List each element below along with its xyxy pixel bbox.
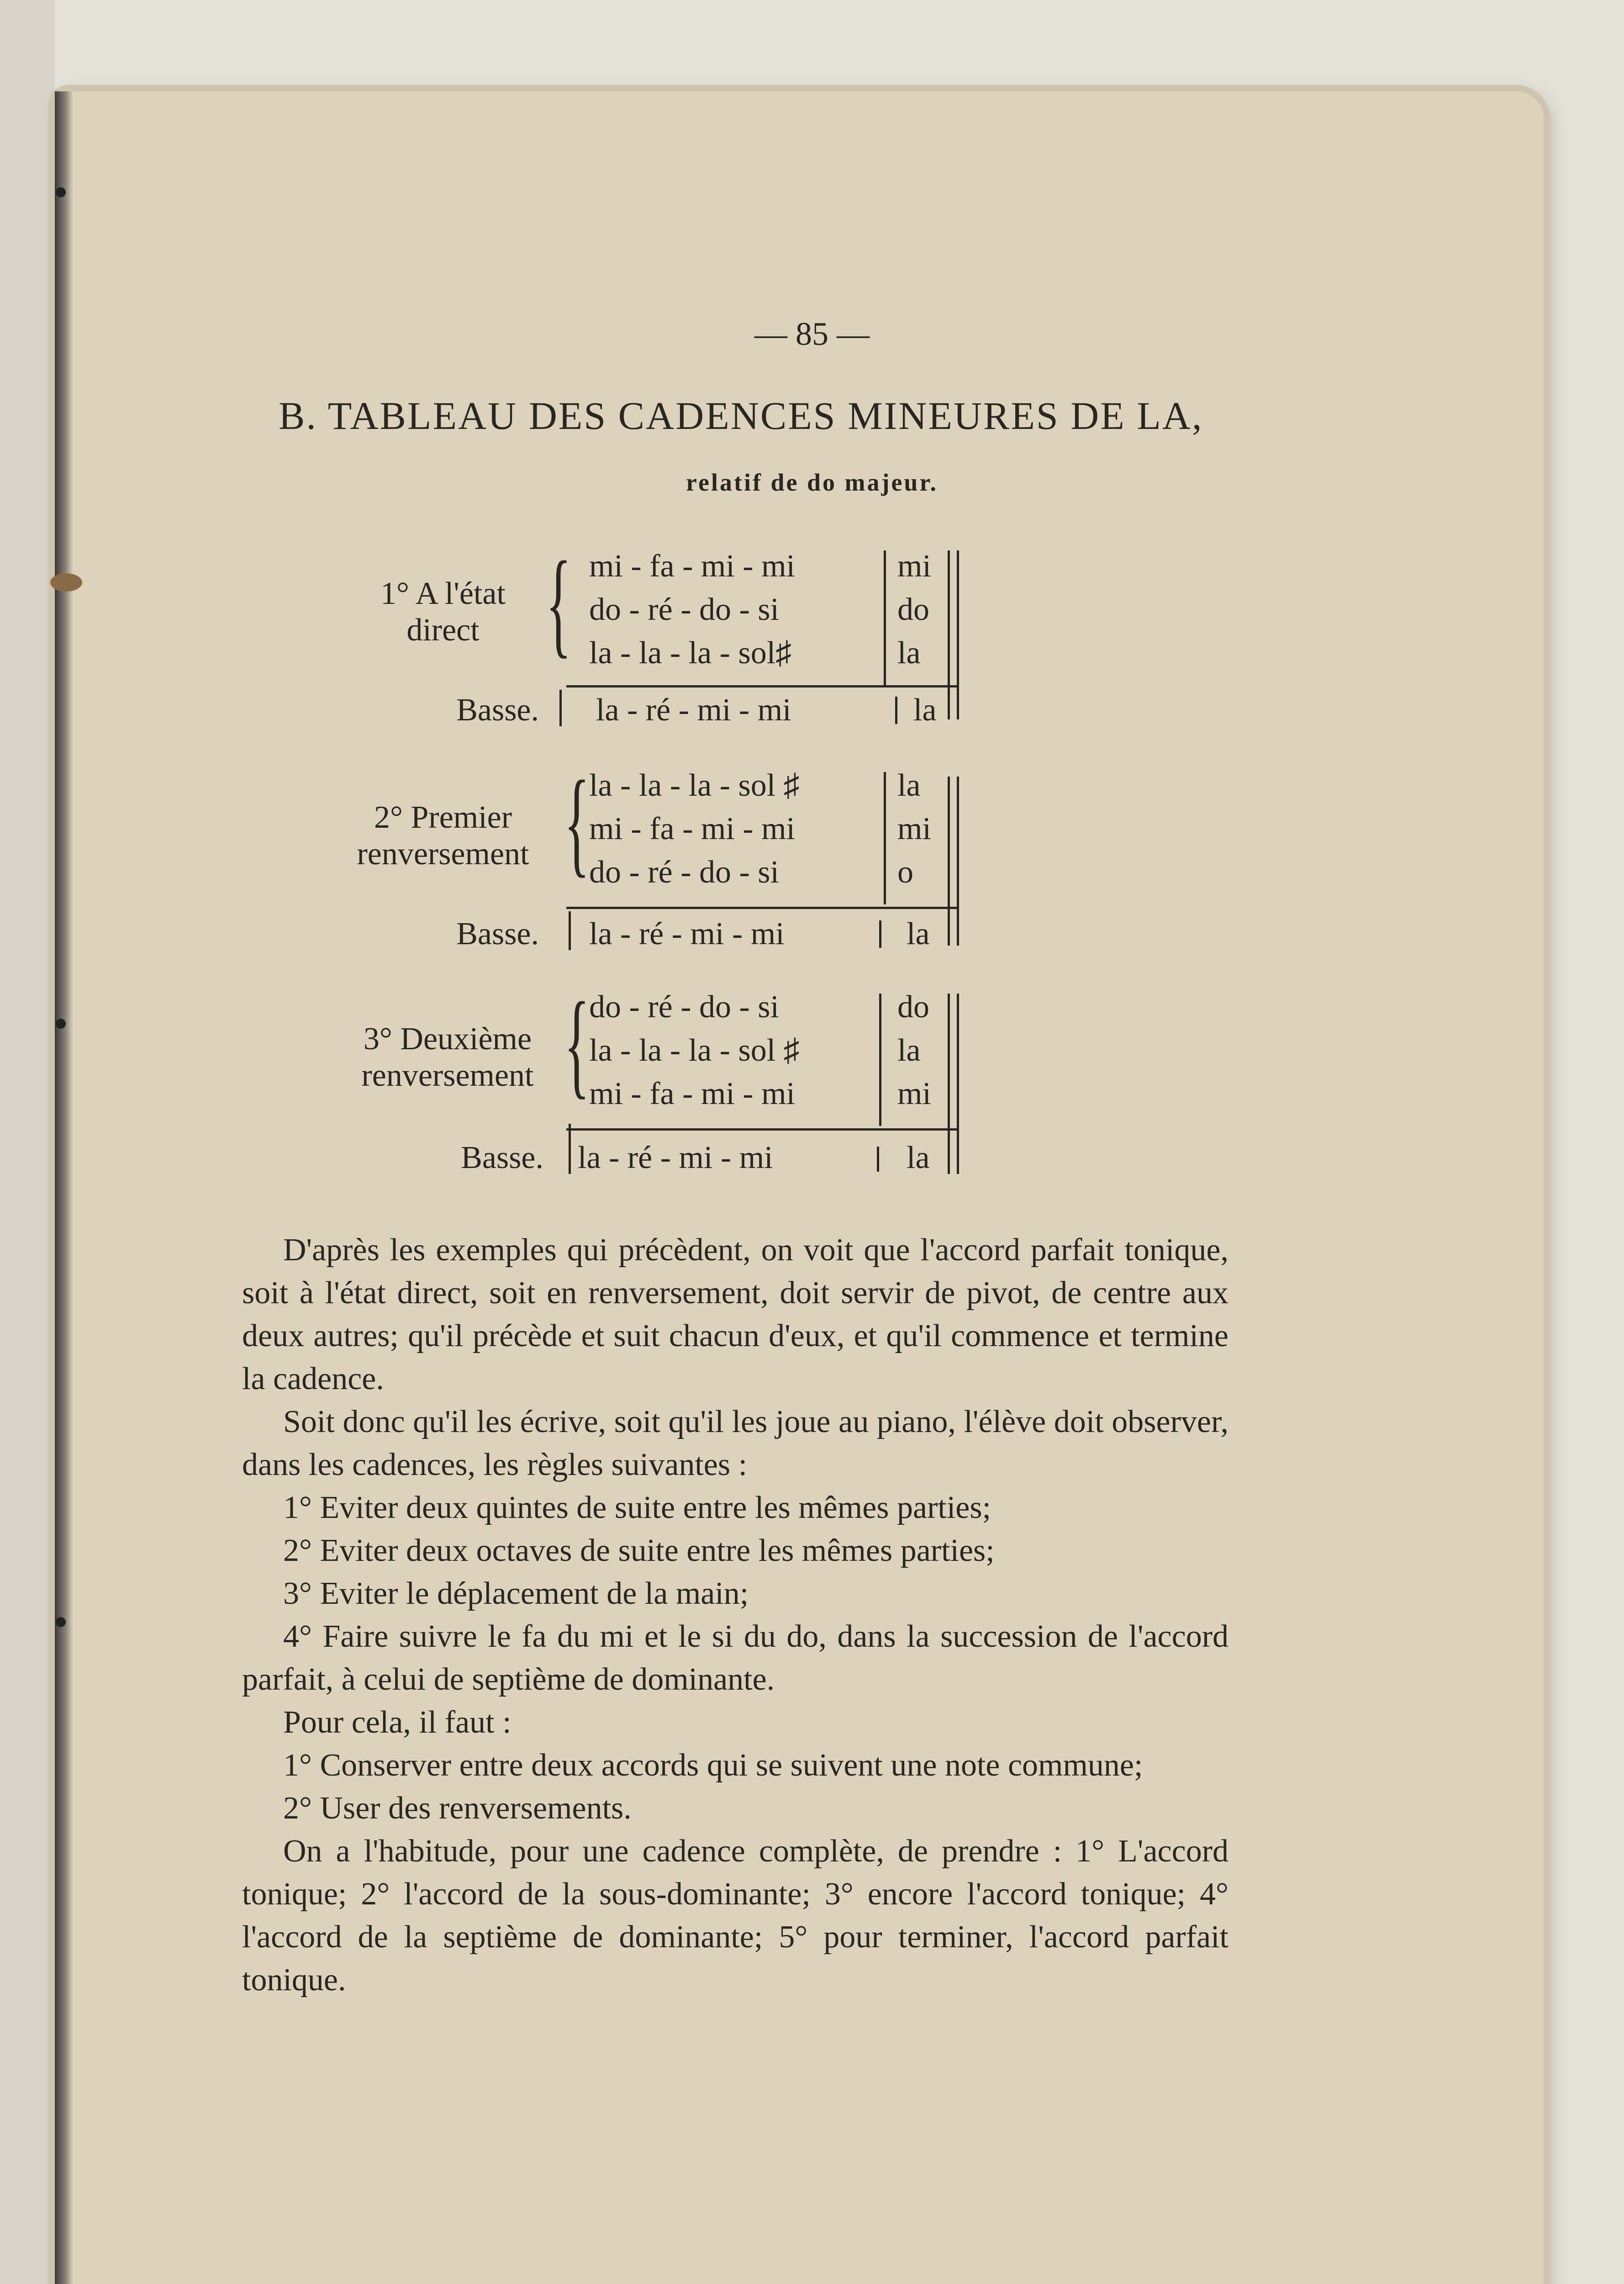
basse-label: Basse. xyxy=(461,1140,543,1175)
double-bar-line xyxy=(948,550,950,719)
staff-rule xyxy=(566,685,959,687)
bar-line xyxy=(569,911,571,950)
final-chord-note: do xyxy=(897,592,929,627)
brace: { xyxy=(564,756,590,888)
bar-line xyxy=(879,994,881,1126)
voice-row: la - la - la - sol ♯ xyxy=(589,768,800,803)
voice-row: mi - fa - mi - mi xyxy=(589,811,796,846)
page-number: — 85 — xyxy=(754,316,870,352)
page-stain xyxy=(50,573,82,592)
binding-hole xyxy=(56,1019,66,1029)
paragraph: D'après les exemples qui précèdent, on voit que l'accord parfait tonique, soit à l'état direct, soit en renversement, doit servir de pivot, de centre aux deux autres; qu'il précède et suit chacun d'eux, et qu'il commence et termine la cadence. xyxy=(242,1232,1229,1396)
binding-hole xyxy=(56,1617,66,1627)
bar-line xyxy=(884,772,886,904)
bass-final-note: la xyxy=(907,1140,930,1175)
body-text xyxy=(242,1229,1229,2002)
voice-row: do - ré - do - si xyxy=(589,989,780,1025)
rule-item: 2° Eviter deux octaves de suite entre les mêmes parties; xyxy=(283,1533,995,1568)
bar-line xyxy=(895,697,897,724)
rule-item: 4° Faire suivre le fa du mi et le si du do, dans la succession de l'accord parfait, à celui de septième de dominante. xyxy=(242,1619,1229,1697)
bass-final-note: la xyxy=(907,916,930,952)
double-bar-line xyxy=(957,994,959,1174)
rule-item: 1° Conserver entre deux accords qui se suivent une note commune; xyxy=(283,1748,1143,1783)
final-chord-note: mi xyxy=(897,549,931,584)
final-chord-note: la xyxy=(897,1033,921,1068)
final-chord-note: o xyxy=(897,855,913,890)
rule-item: 3° Eviter le déplacement de la main; xyxy=(283,1576,749,1611)
voice-row: la - la - la - sol ♯ xyxy=(589,1033,800,1068)
final-chord-note: do xyxy=(897,989,929,1025)
double-bar-line xyxy=(957,777,959,946)
double-bar-line xyxy=(948,777,950,946)
voice-row: do - ré - do - si xyxy=(589,592,780,627)
final-chord-note: mi xyxy=(897,1076,931,1111)
page-gutter xyxy=(55,91,73,2284)
rule-item: 1° Eviter deux quintes de suite entre les mêmes parties; xyxy=(283,1490,991,1525)
section-label: 1° A l'état direct xyxy=(380,576,506,648)
double-bar-line xyxy=(957,550,959,719)
bass-final-note: la xyxy=(913,693,937,728)
basse-label: Basse. xyxy=(456,916,539,952)
page-title: B. TABLEAU DES CADENCES MINEURES DE LA, xyxy=(279,394,1203,438)
bass-row: la - ré - mi - mi xyxy=(596,693,791,728)
voice-row: do - ré - do - si xyxy=(589,855,780,890)
bar-line xyxy=(884,550,886,687)
bar-line xyxy=(879,920,881,948)
section-label: 3° Deuxième renversement xyxy=(361,1021,534,1093)
final-chord-note: mi xyxy=(897,811,931,846)
bass-row: la - ré - mi - mi xyxy=(589,916,785,952)
page-subtitle: relatif de do majeur. xyxy=(686,469,938,496)
paragraph: Soit donc qu'il les écrive, soit qu'il les joue au piano, l'élève doit observer, dans les cadences, les règles suivantes : xyxy=(242,1404,1229,1482)
paragraph: On a l'habitude, pour une cadence complète, de prendre : 1° L'accord tonique; 2° l'accord de la sous-dominante; 3° encore l'accord tonique; 4° l'accord de la septième de dominante; 5° pour terminer, l'accord parfait tonique. xyxy=(242,1834,1229,1998)
rule-item: 2° User des renversements. xyxy=(283,1791,632,1826)
brace: { xyxy=(546,537,572,669)
bar-line xyxy=(559,690,562,726)
section-label: 2° Premier renversement xyxy=(357,800,529,872)
basse-label: Basse. xyxy=(456,693,539,728)
bar-line xyxy=(877,1147,879,1172)
final-chord-note: la xyxy=(897,768,921,803)
double-bar-line xyxy=(948,994,950,1174)
bass-row: la - ré - mi - mi xyxy=(578,1140,773,1175)
binding-hole xyxy=(56,187,66,197)
voice-row: mi - fa - mi - mi xyxy=(589,549,796,584)
final-chord-note: la xyxy=(897,635,921,671)
paragraph: Pour cela, il faut : xyxy=(283,1705,511,1740)
brace: { xyxy=(564,978,590,1110)
staff-rule xyxy=(566,1128,959,1131)
voice-row: mi - fa - mi - mi xyxy=(589,1076,796,1111)
staff-rule xyxy=(566,907,959,909)
voice-row: la - la - la - sol♯ xyxy=(589,635,792,671)
bar-line xyxy=(569,1124,571,1174)
